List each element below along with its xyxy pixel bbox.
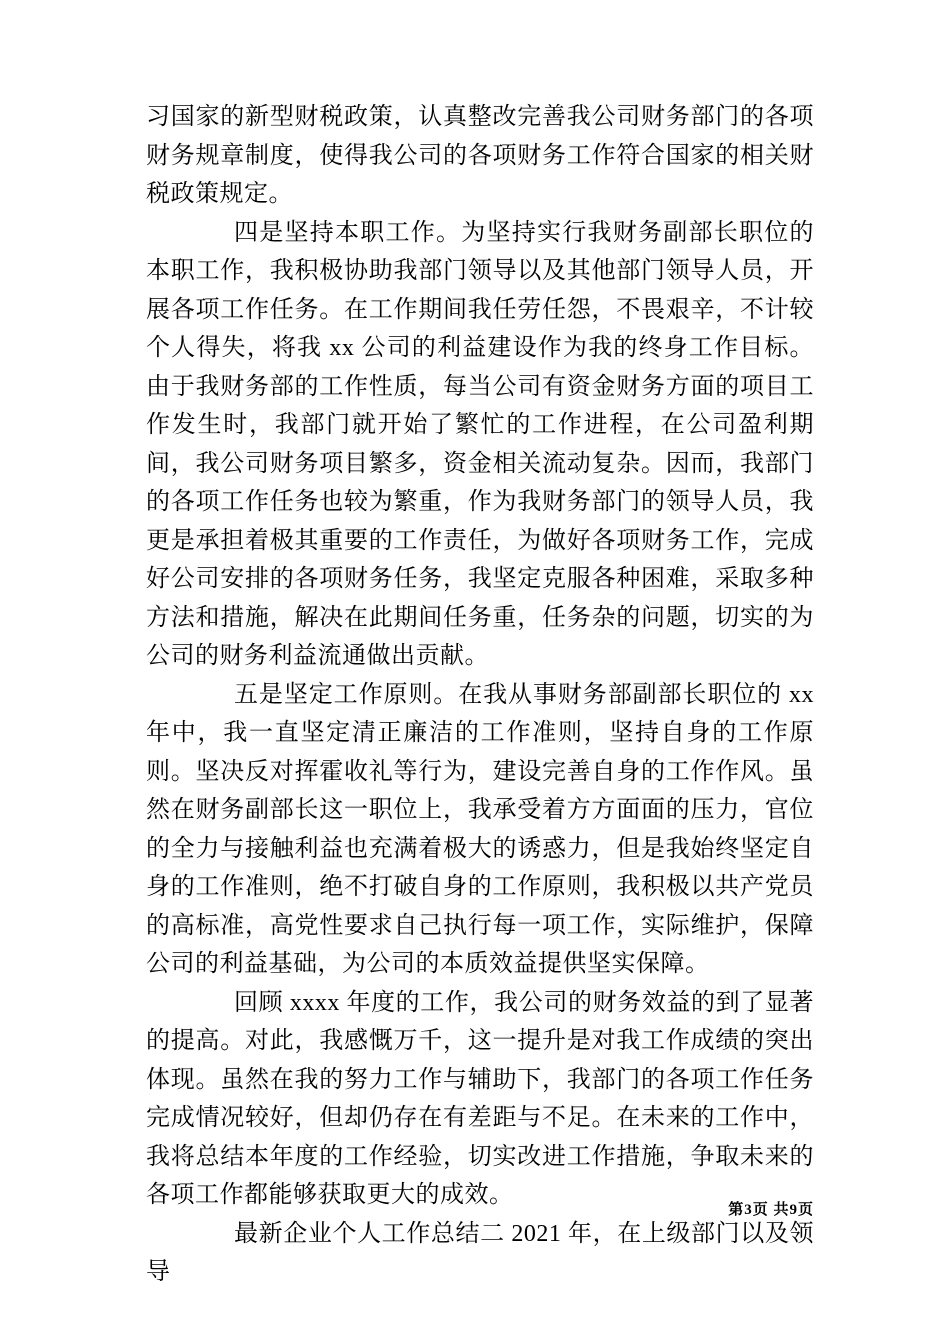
paragraph-continuation: 习国家的新型财税政策，认真整改完善我公司财务部门的各项财务规章制度，使得我公司的各项财务工作符合国家的相关财税政策规定。	[146, 104, 814, 207]
paragraph: 四是坚持本职工作。为坚持实行我财务副部长职位的本职工作，我积极协助我部门领导以及其他部门领导人员，开展各项工作任务。在工作期间我任劳任怨，不畏艰辛，不计较个人得失，将我 xx 公司的利益建设作为我的终身工作目标。由于我财务部的工作性质，每当公司有资金财务方面的项目工作发生时，我部门就开始了繁忙的工作进程，在公司盈利期间，我公司财务项目繁多，资金相关流动复杂。因而，我部门的各项工作任务也较为繁重，作为我财务部门的领导人员，我更是承担着极其重要的工作责任，为做好各项财务工作，完成好公司安排的各项财务任务，我坚定克服各种困难，采取多种方法和措施，解决在此期间任务重，任务杂的问题，切实的为公司的财务利益流通做出贡献。	[146, 219, 814, 669]
paragraph: 最新企业个人工作总结二 2021 年，在上级部门以及领导	[146, 1220, 814, 1285]
page-footer: 第3页 共9页	[728, 1202, 814, 1218]
paragraph: 五是坚定工作原则。在我从事财务部副部长职位的 xx 年中，我一直坚定清正廉洁的工作准则，坚持自身的工作原则。坚决反对挥霍收礼等行为，建设完善自身的工作作风。虽然在财务副部长这一职位上，我承受着方方面面的压力，官位的全力与接触利益也充满着极大的诱惑力，但是我始终坚定自身的工作准则，绝不打破自身的工作原则，我积极以共产党员的高标准，高党性要求自己执行每一项工作，实际维护，保障公司的利益基础，为公司的本质效益提供坚实保障。	[146, 681, 814, 977]
paragraph: 回顾 xxxx 年度的工作，我公司的财务效益的到了显著的提高。对此，我感慨万千，这一提升是对我工作成绩的突出体现。虽然在我的努力工作与辅助下，我部门的各项工作任务完成情况较好，但却仍存在有差距与不足。在未来的工作中，我将总结本年度的工作经验，切实改进工作措施，争取未来的各项工作都能够获取更大的成效。	[146, 989, 814, 1208]
